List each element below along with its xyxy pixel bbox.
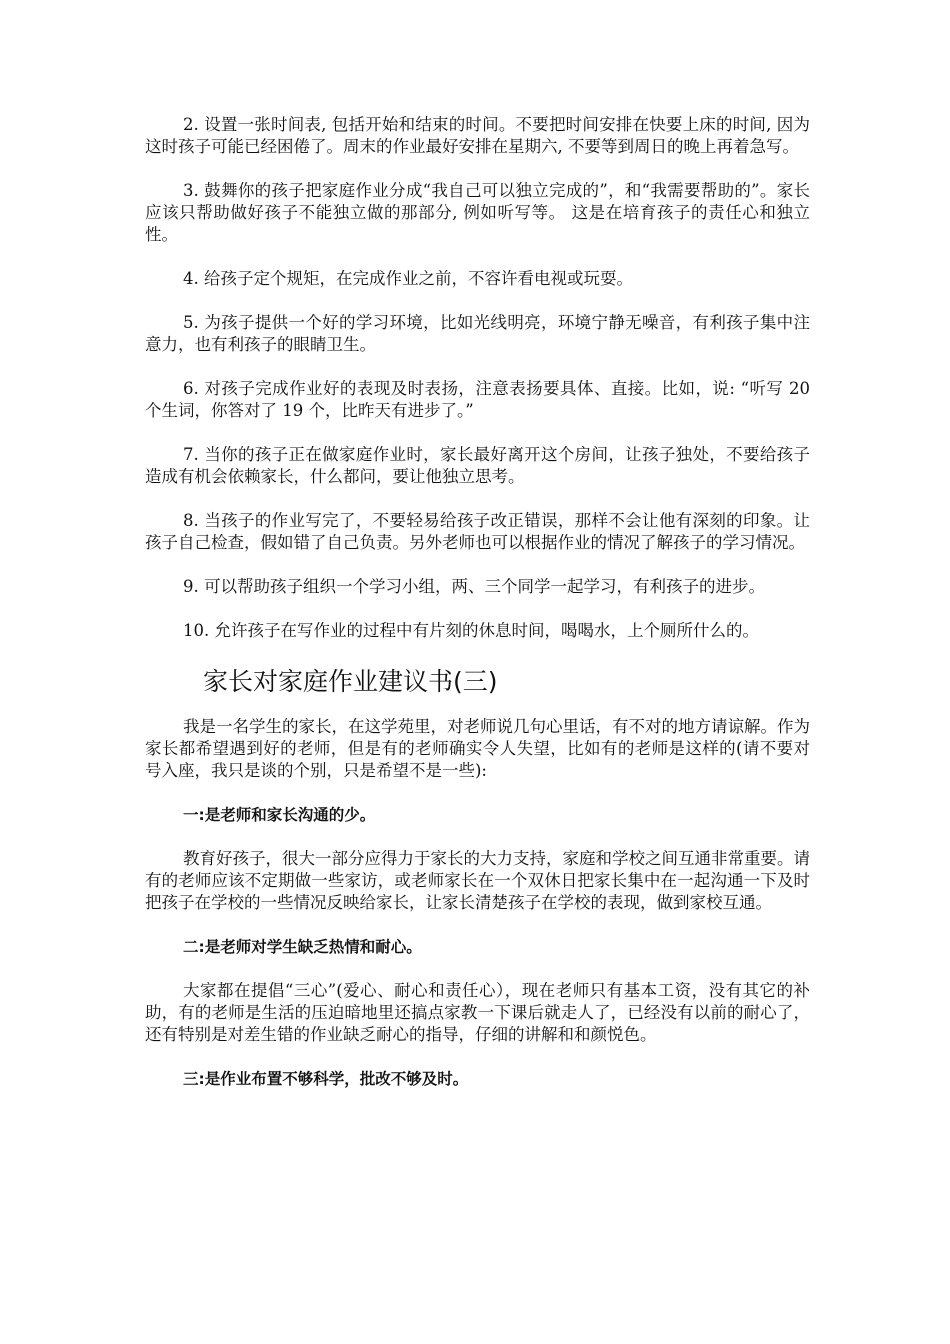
- point-3-title: 三:是作业布置不够科学，批改不够及时。: [183, 1070, 469, 1088]
- intro-paragraph: 我是一名学生的家长，在这学苑里，对老师说几句心里话，有不对的地方请谅解。作为家长都希望遇到好的老师，但是有的老师确实令人失望，比如有的老师是这样的(请不要对号入座，我只是谈的个别，只是希望不是一些):: [145, 717, 810, 780]
- list-item-8: 8. 当孩子的作业写完了，不要轻易给孩子改正错误，那样不会让他有深刻的印象。让孩子自己检查，假如错了自己负责。另外老师也可以根据作业的情况了解孩子的学习情况。: [145, 511, 810, 552]
- point-1-title: 一:是老师和家长沟通的少。: [183, 806, 376, 824]
- document-page: [145, 114, 810, 1112]
- list-item-7: 7. 当你的孩子正在做家庭作业时，家长最好离开这个房间，让孩子独处，不要给孩子造成有机会依赖家长，什么都问，要让他独立思考。: [145, 445, 810, 486]
- list-item-2: 2. 设置一张时间表, 包括开始和结束的时间。不要把时间安排在快要上床的时间, 因为这时孩子可能已经困倦了。周末的作业最好安排在星期六, 不要等到周日的晚上再着急写。: [145, 115, 810, 156]
- list-item-4: 4. 给孩子定个规矩，在完成作业之前，不容许看电视或玩耍。: [183, 269, 633, 288]
- point-1-text: 教育好孩子，很大一部分应得力于家长的大力支持，家庭和学校之间互通非常重要。请有的老师应该不定期做一些家访，或老师家长在一个双休日把家长集中在一起沟通一下及时把孩子在学校的一些情况反映给家长，让家长清楚孩子在学校的表现，做到家校互通。: [145, 849, 810, 912]
- list-item-9: 9. 可以帮助孩子组织一个学习小组，两、三个同学一起学习，有利孩子的进步。: [183, 577, 765, 596]
- list-item-3: 3. 鼓舞你的孩子把家庭作业分成“我自己可以独立完成的”，和“我需要帮助的”。家长应该只帮助做好孩子不能独立做的那部分, 例如听写等。 这是在培育孩子的责任心和独立性。: [145, 181, 810, 244]
- point-2-text: 大家都在提倡“三心”(爱心、耐心和责任心），现在老师只有基本工资，没有其它的补助，有的老师是生活的压迫暗地里还搞点家教一下课后就走人了，已经没有以前的耐心了，还有特别是对差生错的作业缺乏耐心的指导，仔细的讲解和和颜悦色。: [145, 981, 810, 1044]
- point-2-title: 二:是老师对学生缺乏热情和耐心。: [183, 938, 422, 956]
- list-item-5: 5. 为孩子提供一个好的学习环境，比如光线明亮，环境宁静无噪音，有利孩子集中注意力，也有利孩子的眼睛卫生。: [145, 313, 810, 354]
- section-title: 家长对家庭作业建议书(三): [203, 667, 498, 696]
- list-item-6: 6. 对孩子完成作业好的表现及时表扬，注意表扬要具体、直接。比如，说: “听写 20 个生词，你答对了 19 个，比昨天有进步了。”: [145, 379, 810, 420]
- list-item-10: 10. 允许孩子在写作业的过程中有片刻的休息时间，喝喝水，上个厕所什么的。: [183, 621, 759, 640]
